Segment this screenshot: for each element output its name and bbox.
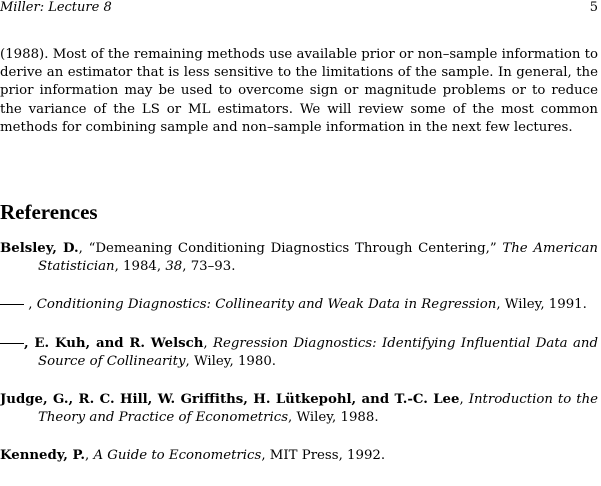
reference-publisher: , Wiley, 1991.	[496, 297, 587, 313]
reference-author: Judge, G., R. C. Hill, W. Griffiths, H. Lütkepohl, and T.-C. Lee	[0, 392, 460, 408]
reference-journal: The American Statistician	[38, 241, 598, 275]
reference-publisher: , Wiley, 1988.	[288, 410, 379, 426]
reference-book-title: A Guide to Econometrics	[93, 448, 262, 464]
reference-separator: ,	[24, 297, 37, 313]
reference-item	[0, 240, 598, 276]
reference-author: , E. Kuh, and R. Welsch	[24, 335, 204, 351]
page-number: 5	[589, 0, 598, 15]
header-lecture-title: Miller: Lecture 8	[0, 0, 112, 15]
reference-item	[0, 296, 598, 314]
intro-paragraph: (1988). Most of the remaining methods use available prior or non–sample information to derive an estimator that is less sensitive to the limitations of the sample. In general, the prior information may be used to overcome sign or magnitude problems or to reduce the variance of the LS or ML estimators. We will review some of the most common methods for combining sample and non–sample information in the next few lectures.	[0, 47, 598, 135]
repeated-author-rule	[0, 343, 24, 344]
repeated-author-rule	[0, 304, 24, 305]
reference-pages: , 73–93.	[182, 259, 236, 275]
reference-year: , 1984,	[114, 259, 166, 275]
reference-list	[0, 240, 598, 486]
reference-item	[0, 447, 598, 465]
reference-publisher: , Wiley, 1980.	[185, 353, 277, 369]
reference-author: Belsley, D.	[0, 241, 79, 256]
reference-separator: ,	[78, 241, 89, 256]
reference-publisher: , MIT Press, 1992.	[261, 448, 386, 464]
reference-separator: ,	[84, 448, 94, 464]
running-header	[0, 0, 598, 18]
reference-book-title: Regression Diagnostics: Identifying Influential Data and Source of Collinearity	[38, 335, 598, 369]
reference-item	[0, 391, 598, 427]
reference-author: Kennedy, P.	[0, 448, 85, 464]
reference-volume: 38	[165, 259, 183, 275]
reference-separator: ,	[459, 392, 469, 408]
section-title: References	[0, 200, 98, 224]
reference-separator: ,	[203, 335, 214, 351]
reference-book-title: Introduction to the Theory and Practice of Econometrics	[38, 392, 598, 426]
reference-quoted-title: “Demeaning Conditioning Diagnostics Through Centering,”	[88, 241, 503, 256]
reference-item	[0, 335, 598, 371]
reference-book-title: Conditioning Diagnostics: Collinearity and Weak Data in Regression	[36, 297, 497, 313]
